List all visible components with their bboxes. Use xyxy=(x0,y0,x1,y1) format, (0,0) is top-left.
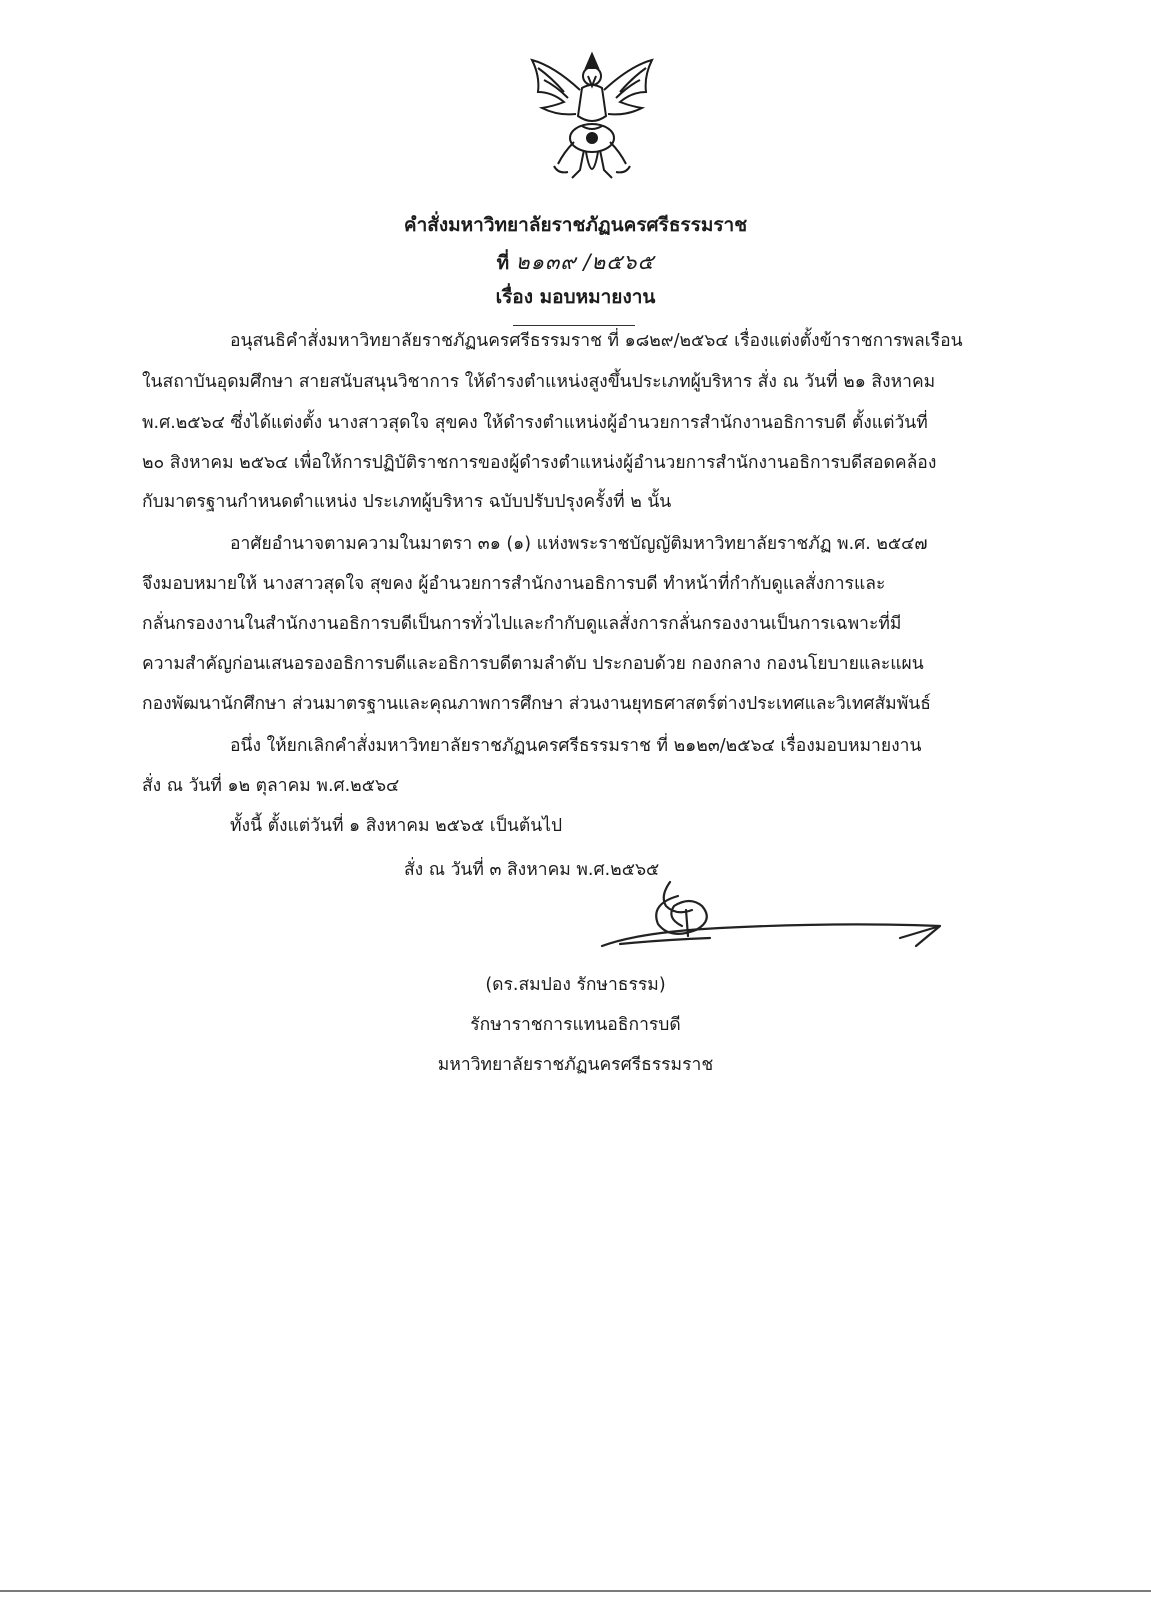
order-year: /๒๕๖๕ xyxy=(583,250,655,274)
title-divider xyxy=(513,325,635,326)
paragraph2-line: ความสำคัญก่อนเสนอรองอธิการบดีและอธิการบดีตามลำดับ ประกอบด้วย กองกลาง กองนโยบายและแผน xyxy=(142,654,924,674)
effective-date-line: ทั้งนี้ ตั้งแต่วันที่ ๑ สิงหาคม ๒๕๖๕ เป็นต้นไป xyxy=(230,816,563,836)
order-number-handwritten: ๒๑๓๙ xyxy=(515,250,577,274)
order-number-line xyxy=(0,246,1151,279)
paragraph2-line: กองพัฒนานักศึกษา ส่วนมาตรฐานและคุณภาพการศึกษา ส่วนงานยุทธศาสตร์ต่างประเทศและวิเทศสัมพันธ์ xyxy=(142,694,931,714)
order-subject: เรื่อง มอบหมายงาน xyxy=(495,286,656,308)
paragraph3-line: สั่ง ณ วันที่ ๑๒ ตุลาคม พ.ศ.๒๕๖๔ xyxy=(142,776,400,796)
order-prefix: ที่ xyxy=(496,252,510,274)
paragraph2-line: อาศัยอำนาจตามความในมาตรา ๓๑ (๑) แห่งพระราชบัญญัติมหาวิทยาลัยราชภัฏ พ.ศ. ๒๕๔๗ xyxy=(230,534,928,554)
signatory-name: (ดร.สมปอง รักษาธรรม) xyxy=(485,975,666,995)
paragraph1-line: อนุสนธิคำสั่งมหาวิทยาลัยราชภัฏนครศรีธรรมราช ที่ ๑๘๒๙/๒๕๖๔ เรื่องแต่งตั้งข้าราชการพลเรือน xyxy=(230,331,963,351)
paragraph2-line: กลั่นกรองงานในสำนักงานอธิการบดีเป็นการทั่วไปและกำกับดูแลสั่งการกลั่นกรองงานเป็นการเฉพาะที่มี xyxy=(142,614,902,634)
scan-bottom-edge xyxy=(0,1590,1151,1592)
ordered-date-line: สั่ง ณ วันที่ ๓ สิงหาคม พ.ศ.๒๕๖๕ xyxy=(404,860,660,880)
signatory-position: รักษาราชการแทนอธิการบดี xyxy=(470,1015,681,1035)
paragraph2-line: จึงมอบหมายให้ นางสาวสุดใจ สุขคง ผู้อำนวยการสำนักงานอธิการบดี ทำหน้าที่กำกับดูแลสั่งการและ xyxy=(142,574,886,594)
signatory-organization: มหาวิทยาลัยราชภัฏนครศรีธรรมราช xyxy=(437,1055,714,1075)
paragraph1-line: พ.ศ.๒๕๖๔ ซึ่งได้แต่งตั้ง นางสาวสุดใจ สุขคง ให้ดำรงตำแหน่งผู้อำนวยการสำนักงานอธิการบดี ตั้งแต่วันที่ xyxy=(142,413,928,433)
paragraph1-line: ในสถาบันอุดมศึกษา สายสนับสนุนวิชาการ ให้ดำรงตำแหน่งสูงขึ้นประเภทผู้บริหาร สั่ง ณ วันที่ ๒๑ สิงหาคม xyxy=(142,372,936,392)
order-title: คำสั่งมหาวิทยาลัยราชภัฏนครศรีธรรมราช xyxy=(403,214,748,236)
paragraph3-line: อนึ่ง ให้ยกเลิกคำสั่งมหาวิทยาลัยราชภัฏนครศรีธรรมราช ที่ ๒๑๒๓/๒๕๖๔ เรื่องมอบหมายงาน xyxy=(230,736,922,756)
paragraph1-line: กับมาตรฐานกำหนดตำแหน่ง ประเภทผู้บริหาร ฉบับปรับปรุงครั้งที่ ๒ นั้น xyxy=(142,492,672,512)
paragraph1-line: ๒๐ สิงหาคม ๒๕๖๔ เพื่อให้การปฏิบัติราชการของผู้ดำรงตำแหน่งผู้อำนวยการสำนักงานอธิการบดีสอดคล้อง xyxy=(142,453,937,473)
garuda-emblem-icon xyxy=(524,46,660,196)
